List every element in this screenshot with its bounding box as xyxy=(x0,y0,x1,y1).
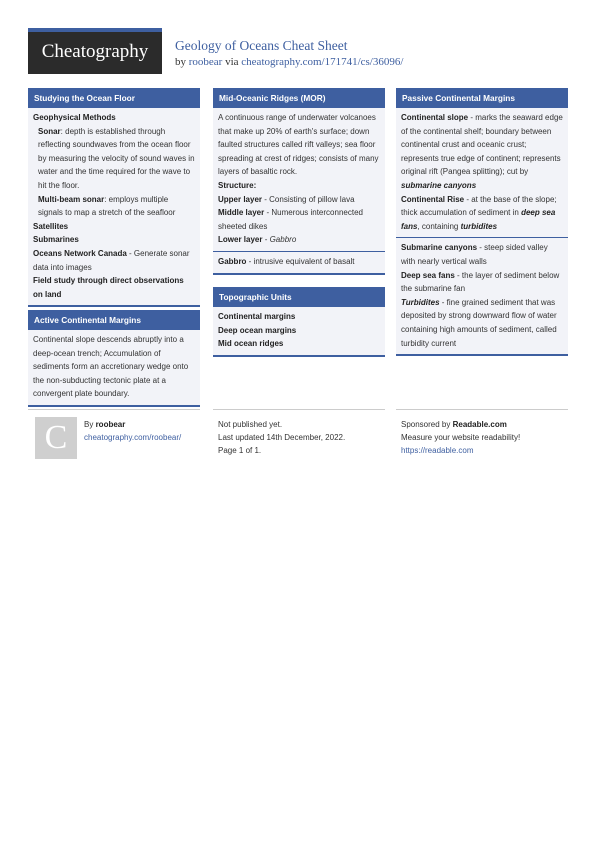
footer-sponsor-name: Readable.com xyxy=(452,420,507,429)
footer-rule-1 xyxy=(28,409,200,410)
multibeam-label: Multi-beam sonar xyxy=(38,194,105,204)
topo-item-continental-margins: Continental margins xyxy=(218,312,296,321)
continental-slope-item xyxy=(401,111,563,193)
section-body-topographic-units xyxy=(213,307,385,357)
byline-via: via xyxy=(222,56,242,68)
footer-sponsor-tagline: Measure your website readability! xyxy=(401,433,521,442)
middle-layer-item xyxy=(218,206,380,233)
deep-sea-fans-item xyxy=(401,269,563,296)
author-link[interactable]: roobear xyxy=(188,56,223,68)
structure-heading: Structure: xyxy=(218,180,257,190)
column-1-section-2 xyxy=(28,310,200,407)
upper-layer-text: - Consisting of pillow lava xyxy=(262,194,355,204)
footer-rule-3 xyxy=(396,409,568,410)
middle-layer-text: - Numerous interconnected sheeted dikes xyxy=(218,208,363,231)
upper-layer-item xyxy=(218,193,380,207)
deep-sea-fans-em: deep sea fans xyxy=(401,208,556,231)
sonar-item xyxy=(33,125,195,193)
topo-item-mid-ocean-ridges: Mid ocean ridges xyxy=(218,339,284,349)
lower-layer-label: Lower layer xyxy=(218,235,263,245)
multibeam-text: : employs multiple signals to map a stretch of the seafloor xyxy=(38,194,176,218)
satellites-item: Satellites xyxy=(33,221,69,231)
section-title-studying-ocean-floor: Studying the Ocean Floor xyxy=(28,88,200,108)
multibeam-item xyxy=(33,193,195,220)
footer-page: Page 1 of 1. xyxy=(218,446,262,455)
section-body-studying-ocean-floor xyxy=(28,108,200,307)
footer-by: By xyxy=(84,420,96,429)
deep-sea-fans-label: Deep sea fans xyxy=(401,270,455,280)
turbidites-em: turbidites xyxy=(460,221,498,231)
footer-status xyxy=(218,418,345,457)
continental-rise-text-2: , containing xyxy=(417,221,461,231)
turbidites-label: Turbidites xyxy=(401,297,440,307)
section-body-active-margins xyxy=(28,330,200,407)
mor-intro: A continuous range of underwater volcanoes that make up 20% of earth's surface; down faulted structures called rift valleys; sea floor spreading at crest of ridges; consists of many layers of basaltic rock. xyxy=(218,113,379,177)
lower-layer-sep: - xyxy=(262,235,270,245)
continental-slope-text: - marks the seaward edge of the continental shelf; boundary between continental crust and oceanic crust; represents true edge of continent; represents original rift (Pangea splitting); cut by xyxy=(401,113,563,177)
continental-rise-label: Continental Rise xyxy=(401,194,465,204)
section-title-active-margins: Active Continental Margins xyxy=(28,310,200,330)
footer-sponsor-link[interactable]: https://readable.com xyxy=(401,446,474,455)
header xyxy=(175,38,403,70)
geophysical-methods: Geophysical Methods xyxy=(33,113,116,122)
turbidites-item xyxy=(401,296,563,350)
footer-sponsor-prefix: Sponsored by xyxy=(401,420,453,429)
footer-author-link[interactable]: cheatography.com/roobear/ xyxy=(84,433,182,442)
continental-slope-label: Continental slope xyxy=(401,113,469,122)
active-margins-text: Continental slope descends abruptly into a deep-ocean trench; Accumulation of sediments form an accretionary wedge onto the non-subducting tectonic plate at a convergent plate boundary. xyxy=(33,335,189,399)
lower-layer-item xyxy=(218,233,380,247)
topo-item-deep-ocean-margins: Deep ocean margins xyxy=(218,325,297,335)
footer-published: Not published yet. xyxy=(218,420,283,429)
footer-updated: Last updated 14th December, 2022. xyxy=(218,433,346,442)
onc-text: - Generate sonar data into images xyxy=(33,248,190,272)
submarine-canyons-text: - steep sided valley with nearly vertical walls xyxy=(401,243,548,266)
byline-prefix: by xyxy=(175,56,189,68)
middle-layer-label: Middle layer xyxy=(218,208,265,218)
section-title-mor: Mid-Oceanic Ridges (MOR) xyxy=(213,88,385,108)
sonar-label: Sonar xyxy=(38,126,61,136)
field-study-item: Field study through direct observations on land xyxy=(33,276,184,299)
divider xyxy=(213,251,385,252)
continental-rise-text: - at the base of the slope; thick accumulation of sediment in xyxy=(401,194,557,218)
column-1 xyxy=(28,88,200,307)
lower-layer-text: Gabbro xyxy=(269,235,297,245)
sonar-text: : depth is established through reflecting soundwaves from the ocean floor by measuring the velocity of sound waves in water and the time required for the wave to hit the floor. xyxy=(38,126,195,190)
section-body-mor xyxy=(213,108,385,275)
byline xyxy=(175,55,403,70)
section-title-passive-margins: Passive Continental Margins xyxy=(396,88,568,108)
footer-author xyxy=(84,418,181,444)
column-2-section-2 xyxy=(213,287,385,357)
turbidites-text: - fine grained sediment that was deposited by strong downward flow of water containing high amounts of sediment, called turbidity current xyxy=(401,297,557,348)
footer-author-name: roobear xyxy=(95,420,126,429)
section-body-passive-margins xyxy=(396,108,568,356)
continental-rise-item xyxy=(401,193,563,234)
submarine-canyons-item xyxy=(401,241,563,268)
onc-item xyxy=(33,247,195,274)
submarine-canyons-em: submarine canyons xyxy=(401,180,477,190)
submarines-item: Submarines xyxy=(33,235,79,245)
column-2 xyxy=(213,88,385,275)
author-avatar[interactable]: C xyxy=(35,417,77,459)
gabbro-label: Gabbro xyxy=(218,256,247,266)
footer-rule-2 xyxy=(213,409,385,410)
footer-by-line xyxy=(84,418,181,431)
upper-layer-label: Upper layer xyxy=(218,194,263,204)
logo-text: Cheatography xyxy=(41,41,149,62)
section-title-topographic-units: Topographic Units xyxy=(213,287,385,307)
page-title[interactable]: Geology of Oceans Cheat Sheet xyxy=(175,38,348,53)
gabbro-item xyxy=(218,255,380,269)
deep-sea-fans-text: - the layer of sediment below the submarine fan xyxy=(401,270,560,294)
footer-sponsored-line xyxy=(401,418,520,431)
submarine-canyons-label: Submarine canyons xyxy=(401,243,478,253)
footer-sponsor xyxy=(401,418,520,457)
column-3 xyxy=(396,88,568,356)
sheet-url-link[interactable]: cheatography.com/171741/cs/36096/ xyxy=(241,56,404,68)
divider xyxy=(396,237,568,238)
cheatography-logo[interactable] xyxy=(28,28,162,74)
gabbro-text: - intrusive equivalent of basalt xyxy=(246,256,355,266)
onc-label: Oceans Network Canada xyxy=(33,248,127,258)
